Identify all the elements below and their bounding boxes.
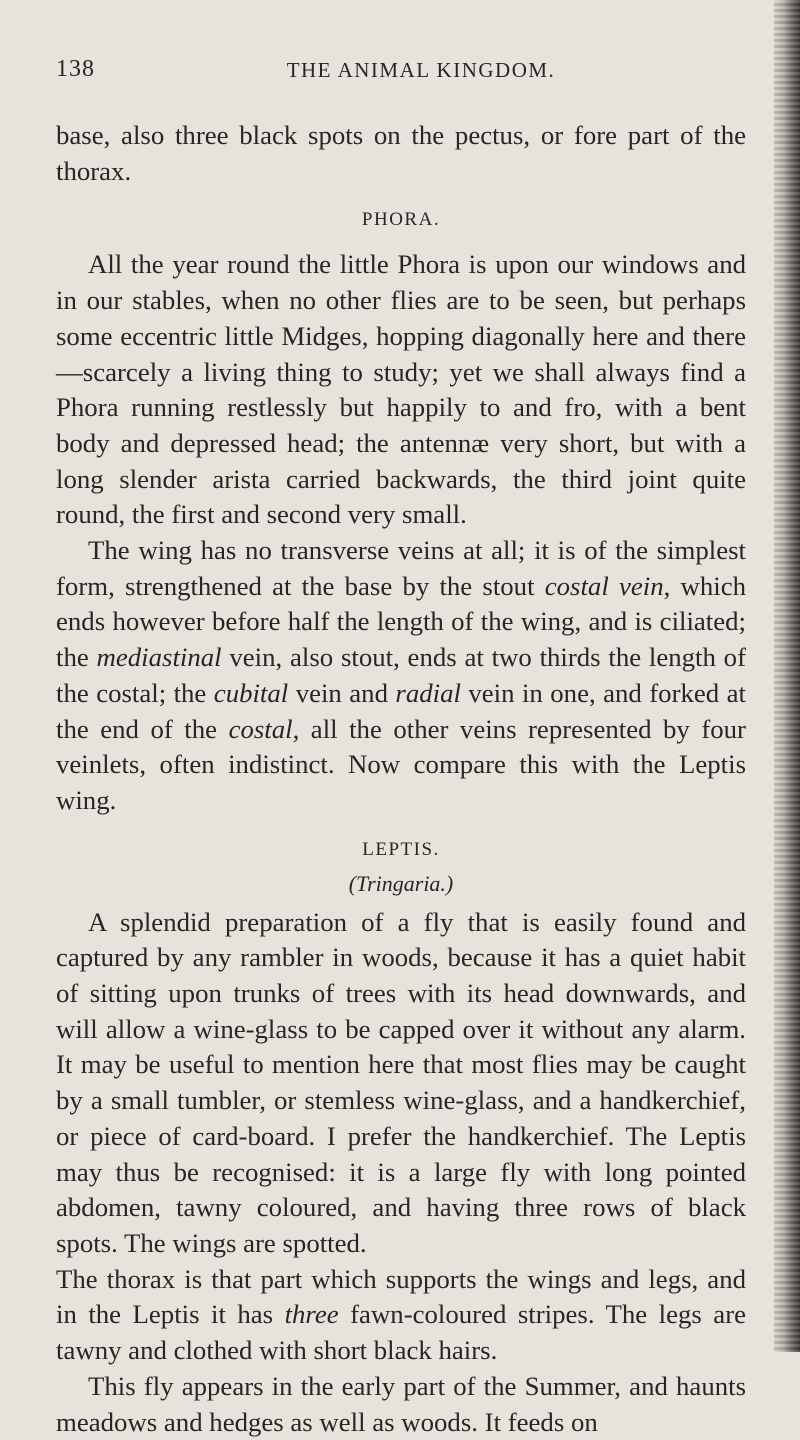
term-three: three [284, 1299, 339, 1330]
term-costal-vein: costal vein [544, 570, 664, 601]
term-mediastinal: mediastinal [96, 642, 222, 673]
text-run: all the other veins represented by four veinlets, often indistinct. Now compare this with the Leptis wing. [56, 713, 746, 815]
page-edge [774, 0, 800, 1352]
paragraph-phora-wing [56, 533, 746, 819]
term-cubital: cubital [213, 677, 289, 708]
term-costal: costal, [228, 713, 300, 744]
text-run: fawn-coloured stripes. The legs are tawny and clothed with short black hairs. [56, 1299, 747, 1366]
paragraph-leptis-thorax [56, 1262, 746, 1369]
section-heading-leptis: LEPTIS. [362, 838, 440, 860]
text-run: vein and [288, 677, 396, 708]
section-heading-phora: PHORA. [361, 209, 441, 231]
paragraph-leptis-intro: A splendid preparation of a fly that is easily found and captured by any rambler in woods, because it has a quiet habit of sitting upon trunks of trees with its head downwards, and will allow a wine-glass to be capped over it without any alarm. It may be useful to mention here that most flies may be caught by a small tumbler, or stemless wine-glass, and a handkerchief, or piece of card-board. I prefer the handkerchief. The Leptis may thus be recognised: it is a large fly with long pointed abdomen, tawny coloured, and having three rows of black spots. The wings are spotted. [56, 906, 746, 1258]
text-run: The thorax is that part which supports the wings and legs, and in the Leptis it has [56, 1263, 746, 1330]
text-run: vein, also stout, ends at two thirds the length of the costal; the [56, 642, 746, 708]
page-number: 138 [56, 56, 95, 82]
paragraph-continued: base, also three black spots on the pectus, or fore part of the thorax. [56, 120, 746, 186]
running-head [56, 56, 746, 96]
page-content [56, 56, 746, 1440]
text-run: vein in one, and forked at the end of the [56, 677, 746, 744]
paragraph-leptis-habits: This fly appears in the early part of the Summer, and haunts meadows and hedges as well as woods. It feeds on [56, 1370, 746, 1437]
paragraph-phora-intro: All the year round the little Phora is upon our windows and in our stables, when no other flies are to be seen, but perhaps some eccentric little Midges, hopping diagonally here and there—scarcely a living thing to study; yet we shall always find a Phora running restlessly but happily to and fro, with a bent body and depressed head; the antennæ very short, but with a long slender arista carried backwards, the third joint quite round, the first and second very small. [56, 249, 746, 530]
text-run: The wing has no transverse veins at all; it is of the simplest form, strengthened at the base by the stout [56, 535, 746, 601]
text-run: , which ends however before half the length of the wing, and is ciliated; the [56, 570, 747, 673]
term-radial: radial [395, 677, 461, 708]
running-title: THE ANIMAL KINGDOM. [286, 58, 556, 82]
section-subheading-tringaria: (Tringaria.) [348, 870, 454, 896]
